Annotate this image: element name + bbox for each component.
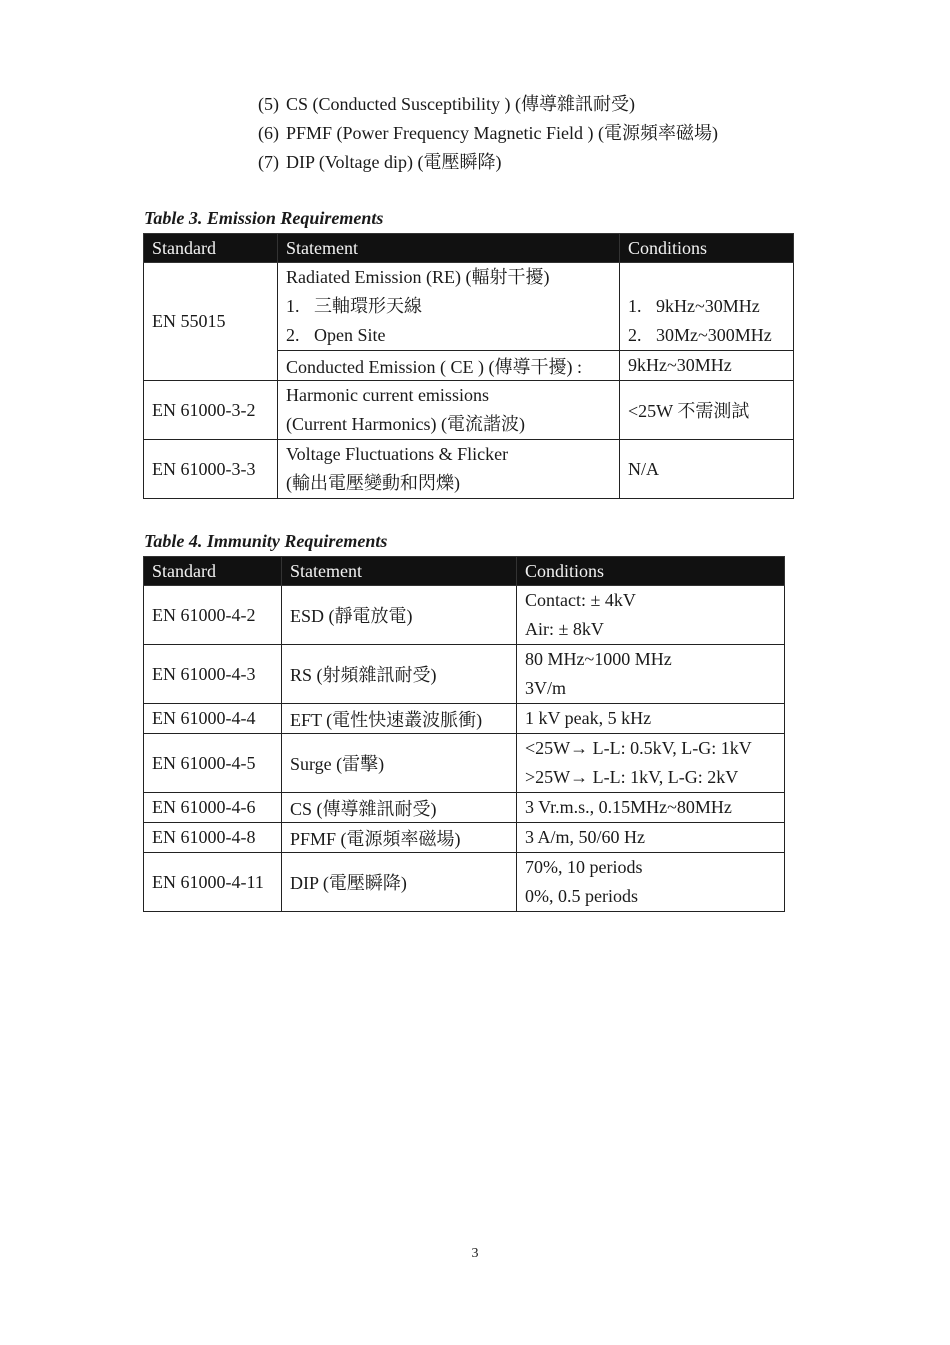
conditions-cell: Contact: ± 4kV Air: ± 8kV bbox=[517, 586, 785, 645]
header-standard: Standard bbox=[144, 557, 282, 586]
statement-cell: Harmonic current emissions (Current Harmonics) (電流諧波) bbox=[278, 381, 620, 440]
statement-cell: ESD (靜電放電) bbox=[282, 586, 517, 645]
emission-table bbox=[143, 233, 794, 499]
statement-cell: Conducted Emission ( CE ) (傳導干擾) : bbox=[278, 351, 620, 381]
standard-cell: EN 61000-4-8 bbox=[144, 823, 282, 853]
statement-cell: DIP (電壓瞬降) bbox=[282, 853, 517, 912]
list-item: (6) PFMF (Power Frequency Magnetic Field ) (電源頻率磁場) bbox=[258, 123, 718, 143]
table-row bbox=[144, 793, 785, 823]
statement-cell: RS (射頻雜訊耐受) bbox=[282, 645, 517, 704]
header-conditions: Conditions bbox=[620, 234, 794, 263]
standard-cell: EN 61000-4-11 bbox=[144, 853, 282, 912]
standard-cell: EN 61000-3-3 bbox=[144, 440, 278, 499]
statement-cell: Radiated Emission (RE) (輻射干擾) 1. 三軸環形天線 2. Open Site bbox=[278, 263, 620, 351]
table3-caption: Table 3. Emission Requirements bbox=[144, 208, 384, 228]
standard-cell: EN 55015 bbox=[144, 263, 278, 381]
table-row bbox=[144, 586, 785, 645]
conditions-cell: <25W→ L-L: 0.5kV, L-G: 1kV >25W→ L-L: 1kV, L-G: 2kV bbox=[517, 734, 785, 793]
table-row bbox=[144, 853, 785, 912]
list-item: (7) DIP (Voltage dip) (電壓瞬降) bbox=[258, 152, 502, 172]
intro-list bbox=[258, 92, 718, 179]
standard-cell: EN 61000-4-4 bbox=[144, 704, 282, 734]
table-header-row bbox=[144, 234, 794, 263]
standard-cell: EN 61000-3-2 bbox=[144, 381, 278, 440]
conditions-cell: 3 Vr.m.s., 0.15MHz~80MHz bbox=[517, 793, 785, 823]
standard-cell: EN 61000-4-6 bbox=[144, 793, 282, 823]
table-row bbox=[144, 734, 785, 793]
table-row bbox=[144, 645, 785, 704]
statement-cell: Voltage Fluctuations & Flicker (輸出電壓變動和閃爍) bbox=[278, 440, 620, 499]
conditions-cell: 70%, 10 periods 0%, 0.5 periods bbox=[517, 853, 785, 912]
statement-cell: CS (傳導雜訊耐受) bbox=[282, 793, 517, 823]
list-item: (5) CS (Conducted Susceptibility ) (傳導雜訊耐受) bbox=[258, 94, 635, 114]
conditions-cell: 1. 9kHz~30MHz 2. 30Mz~300MHz bbox=[620, 263, 794, 351]
header-statement: Statement bbox=[282, 557, 517, 586]
statement-cell: PFMF (電源頻率磁場) bbox=[282, 823, 517, 853]
conditions-cell: 80 MHz~1000 MHz 3V/m bbox=[517, 645, 785, 704]
header-standard: Standard bbox=[144, 234, 278, 263]
table-row bbox=[144, 823, 785, 853]
statement-cell: EFT (電性快速叢波脈衝) bbox=[282, 704, 517, 734]
conditions-cell: 9kHz~30MHz bbox=[620, 351, 794, 381]
conditions-cell: 3 A/m, 50/60 Hz bbox=[517, 823, 785, 853]
table-row bbox=[144, 263, 794, 351]
table-header-row bbox=[144, 557, 785, 586]
header-conditions: Conditions bbox=[517, 557, 785, 586]
table4-caption: Table 4. Immunity Requirements bbox=[144, 531, 388, 551]
header-statement: Statement bbox=[278, 234, 620, 263]
standard-cell: EN 61000-4-2 bbox=[144, 586, 282, 645]
table-row bbox=[144, 381, 794, 440]
conditions-cell: 1 kV peak, 5 kHz bbox=[517, 704, 785, 734]
standard-cell: EN 61000-4-3 bbox=[144, 645, 282, 704]
conditions-cell: N/A bbox=[620, 440, 794, 499]
standard-cell: EN 61000-4-5 bbox=[144, 734, 282, 793]
statement-cell: Surge (雷擊) bbox=[282, 734, 517, 793]
conditions-cell: <25W 不需測試 bbox=[620, 381, 794, 440]
page-number: 3 bbox=[471, 1246, 479, 1261]
table-row bbox=[144, 440, 794, 499]
table-row bbox=[144, 704, 785, 734]
immunity-table bbox=[143, 556, 785, 912]
